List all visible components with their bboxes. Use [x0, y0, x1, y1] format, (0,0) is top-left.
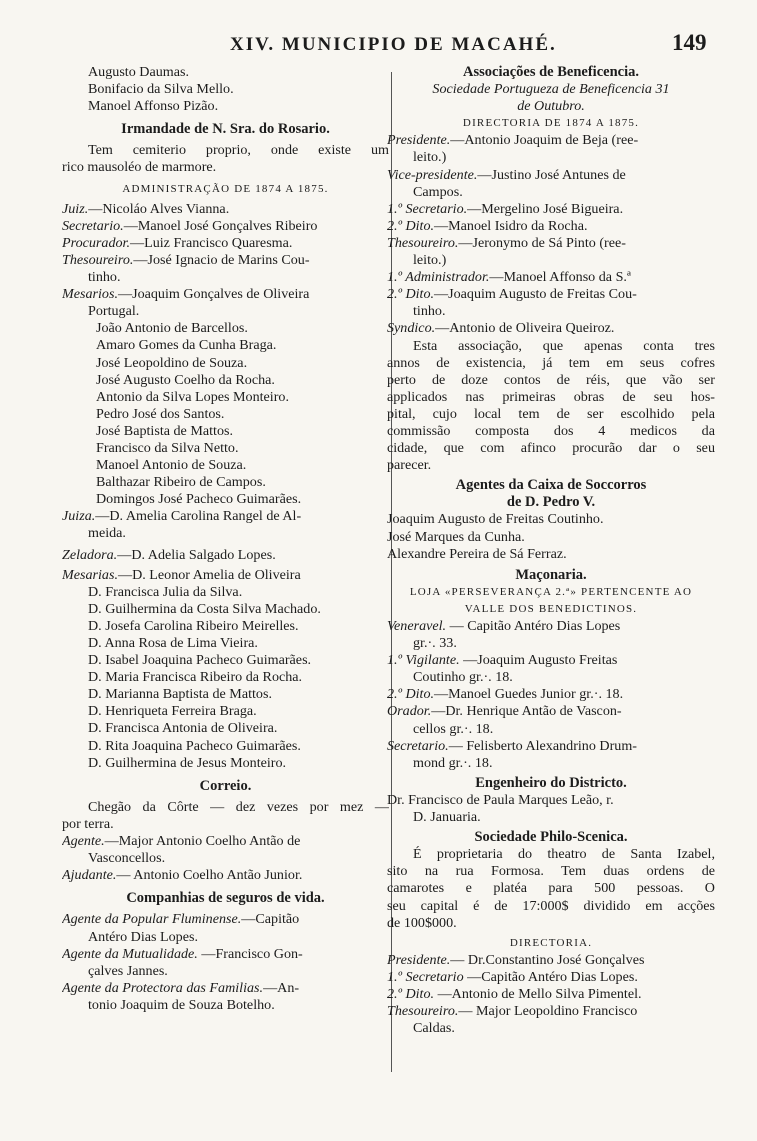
list-item: D. Isabel Joaquina Pacheco Guimarães. — [88, 652, 312, 669]
paragraph-line: camarotes e platéa para 500 pessoas. O — [387, 880, 715, 897]
entry-continuation: cellos gr.·. 18. — [413, 720, 494, 737]
paragraph-line: Esta associação, que apenas conta tres — [413, 337, 715, 354]
directoria-heading: DIRECTORIA. — [509, 936, 593, 949]
list-item: D. Maria Francisca Ribeiro da Rocha. — [88, 669, 303, 686]
entry-administrador-2: 2.º Dito.—Joaquim Augusto de Freitas Cou- — [387, 286, 637, 303]
paragraph-line: seu capital é de 17:000$ dividido em acções — [387, 897, 715, 914]
name-line: Bonifacio da Silva Mello. — [88, 81, 234, 98]
loja-heading-cont: VALLE DOS BENEDICTINOS. — [464, 602, 638, 615]
entry-secretario: Secretario.—Manoel José Gonçalves Ribeiro — [62, 217, 318, 234]
paragraph-line: Chegão da Côrte — dez vezes por mez — — [88, 798, 389, 815]
entry-procurador: Procurador.—Luiz Francisco Quaresma. — [62, 234, 293, 251]
list-item: José Augusto Coelho da Rocha. — [96, 371, 275, 388]
entry-secretario-2: 2.º Dito. —Antonio de Mello Silva Pimentel. — [387, 985, 642, 1002]
entry-engenheiro: Dr. Francisco de Paula Marques Leão, r. — [387, 791, 614, 808]
entry-vigilante-2: 2.º Dito.—Manoel Guedes Junior gr.·. 18. — [387, 686, 624, 703]
entry-mesarios: Mesarios.—Joaquim Gonçalves de Oliveira — [62, 286, 310, 303]
entry-ajudante: Ajudante.— Antonio Coelho Antão Junior. — [62, 867, 303, 884]
list-item: D. Josefa Carolina Ribeiro Meirelles. — [88, 617, 299, 634]
paragraph-line: applicados nas primeiras obras de seu hos- — [387, 388, 715, 405]
section-heading-correio: Correio. — [199, 777, 252, 794]
entry-continuation: gr.·. 33. — [413, 635, 457, 652]
entry-vigilante-1: 1.º Vigilante. —Joaquim Augusto Freitas — [387, 652, 618, 669]
running-title: XIV. MUNICIPIO DE MACAHÉ. — [230, 34, 557, 55]
paragraph-line: cidade, que com afinco procurão dar o seu — [387, 440, 715, 457]
section-heading-maconaria: Maçonaria. — [515, 566, 587, 583]
list-item: Domingos José Pacheco Guimarães. — [96, 491, 302, 508]
list-item: João Antonio de Barcellos. — [96, 320, 248, 337]
entry-administrador-1: 1.º Administrador.—Manoel Affonso da S.ª — [387, 269, 631, 286]
section-heading-caixa-cont: de D. Pedro V. — [506, 494, 596, 511]
paragraph-line: sito na rua Formosa. Tem duas ordens de — [387, 863, 715, 880]
entry-syndico: Syndico.—Antonio de Oliveira Queiroz. — [387, 320, 615, 337]
entry-presidente: Presidente.—Antonio Joaquim de Beja (ree- — [387, 132, 639, 149]
entry-continuation: Campos. — [413, 183, 463, 200]
paragraph-line: rico mausoléo de marmore. — [62, 159, 217, 176]
list-item: Antonio da Silva Lopes Monteiro. — [96, 388, 289, 405]
paragraph-line: perto de doze contos de réis, que vão ser — [387, 371, 715, 388]
page-number: 149 — [672, 30, 707, 55]
entry-continuation: Vasconcellos. — [88, 850, 166, 867]
entry-continuation: leito.) — [413, 149, 447, 166]
list-item: Joaquim Augusto de Freitas Coutinho. — [387, 511, 604, 528]
entry-zeladora: Zeladora.—D. Adelia Salgado Lopes. — [62, 546, 276, 563]
list-item: D. Henriqueta Ferreira Braga. — [88, 703, 257, 720]
entry-continuation: tinho. — [413, 303, 446, 320]
entry-continuation: meida. — [88, 525, 126, 542]
list-item: Pedro José dos Santos. — [96, 405, 225, 422]
section-heading-caixa: Agentes da Caixa de Soccorros — [455, 477, 647, 494]
entry-tesoureiro: Thesoureiro.—Jeronymo de Sá Pinto (ree- — [387, 234, 626, 251]
paragraph-line: pital, cujo local tem de ser escolhido pela — [387, 405, 715, 422]
list-item: D. Rita Joaquina Pacheco Guimarães. — [88, 737, 301, 754]
entry-secretario-2: 2.º Dito.—Manoel Isidro da Rocha. — [387, 217, 588, 234]
paragraph-line: É proprietaria do theatro de Santa Izabel, — [413, 846, 715, 863]
administration-heading: ADMINISTRAÇÃO DE 1874 A 1875. — [122, 182, 329, 195]
entry-juiz: Juiz.—Nicoláo Alves Vianna. — [62, 200, 230, 217]
entry-veneravel: Veneravel. — Capitão Antéro Dias Lopes — [387, 618, 621, 634]
list-item: Alexandre Pereira de Sá Ferraz. — [387, 545, 567, 562]
society-name: Sociedade Portugueza de Beneficencia 31 — [432, 81, 670, 98]
list-item: D. Anna Rosa de Lima Vieira. — [88, 635, 258, 651]
entry-continuation: tinho. — [88, 269, 121, 286]
entry-continuation: Portugal. — [88, 303, 140, 320]
entry-orador: Orador.—Dr. Henrique Antão de Vascon- — [387, 703, 622, 720]
entry-continuation: Coutinho gr.·. 18. — [413, 669, 513, 686]
section-heading-associacoes: Associações de Beneficencia. — [463, 64, 639, 80]
list-item: D. Guilhermina da Costa Silva Machado. — [88, 600, 321, 617]
list-item: José Baptista de Mattos. — [96, 422, 234, 439]
entry-tesoureiro: Thesoureiro.— Major Leopoldino Francisco — [387, 1003, 638, 1020]
list-item: José Marques da Cunha. — [387, 528, 525, 545]
entry-tesoureiro: Thesoureiro.—José Ignacio de Marins Cou- — [62, 251, 310, 268]
list-item: José Leopoldino de Souza. — [96, 354, 248, 371]
loja-heading: LOJA «PERSEVERANÇA 2.ª» PERTENCENTE AO — [409, 585, 693, 598]
entry-secretario-1: 1.º Secretario —Capitão Antéro Dias Lopes. — [387, 968, 638, 985]
section-heading-companhias: Companhias de seguros de vida. — [126, 890, 325, 907]
entry-agente: Agente.—Major Antonio Coelho Antão de — [62, 833, 301, 850]
section-heading-philo: Sociedade Philo-Scenica. — [474, 829, 628, 846]
entry-agent-popular: Agente da Popular Fluminense.—Capitão — [62, 911, 300, 928]
entry-continuation: tonio Joaquim de Souza Botelho. — [88, 996, 275, 1013]
entry-continuation: çalves Jannes. — [88, 962, 168, 979]
entry-mesarias: Mesarias.—D. Leonor Amelia de Oliveira — [62, 566, 301, 583]
entry-secretario-1: 1.º Secretario.—Mergelino José Bigueira. — [387, 200, 624, 217]
entry-continuation: Caldas. — [413, 1020, 455, 1037]
list-item: Amaro Gomes da Cunha Braga. — [96, 337, 277, 354]
page-header — [0, 28, 757, 60]
list-item: D. Francisca Julia da Silva. — [88, 583, 243, 600]
entry-secretario: Secretario.— Felisberto Alexandrino Drum- — [387, 737, 637, 754]
paragraph-line: parecer. — [387, 457, 432, 474]
section-heading-irmandade: Irmandade de N. Sra. do Rosario. — [121, 121, 330, 138]
directoria-heading: DIRECTORIA DE 1874 A 1875. — [462, 117, 640, 130]
paragraph-line: por terra. — [62, 815, 114, 832]
entry-continuation: D. Januaria. — [413, 809, 481, 826]
paragraph-line: commissão composta dos 4 medicos da — [387, 422, 715, 439]
list-item: Francisco da Silva Netto. — [96, 439, 239, 456]
section-heading-engenheiro: Engenheiro do Districto. — [475, 774, 627, 791]
name-line: Augusto Daumas. — [88, 64, 189, 80]
name-line: Manoel Affonso Pizão. — [88, 98, 219, 115]
left-column — [62, 64, 389, 1014]
society-name-cont: de Outubro. — [517, 98, 585, 115]
list-item: Balthazar Ribeiro de Campos. — [96, 474, 266, 491]
right-column — [387, 64, 715, 1037]
paragraph-line: de 100$000. — [387, 914, 457, 931]
list-item: D. Guilhermina de Jesus Monteiro. — [88, 754, 287, 771]
list-item: D. Marianna Baptista de Mattos. — [88, 686, 272, 703]
paragraph-line: Tem cemiterio proprio, onde existe um — [88, 142, 389, 159]
entry-agent-protectora: Agente da Protectora das Familias.—An- — [62, 979, 300, 996]
entry-continuation: leito.) — [413, 252, 447, 269]
list-item: Manoel Antonio de Souza. — [96, 457, 247, 474]
list-item: D. Francisca Antonia de Oliveira. — [88, 720, 278, 737]
entry-continuation: Antéro Dias Lopes. — [88, 928, 198, 945]
entry-juiza: Juiza.—D. Amelia Carolina Rangel de Al- — [62, 508, 302, 525]
entry-agent-mutualidade: Agente da Mutualidade. —Francisco Gon- — [62, 945, 303, 962]
entry-continuation: mond gr.·. 18. — [413, 754, 493, 771]
paragraph-line: annos de existencia, já tem em seus cofres — [387, 354, 715, 371]
entry-vice-presidente: Vice-presidente.—Justino José Antunes de — [387, 166, 626, 183]
entry-presidente: Presidente.— Dr.Constantino José Gonçalves — [387, 951, 645, 968]
